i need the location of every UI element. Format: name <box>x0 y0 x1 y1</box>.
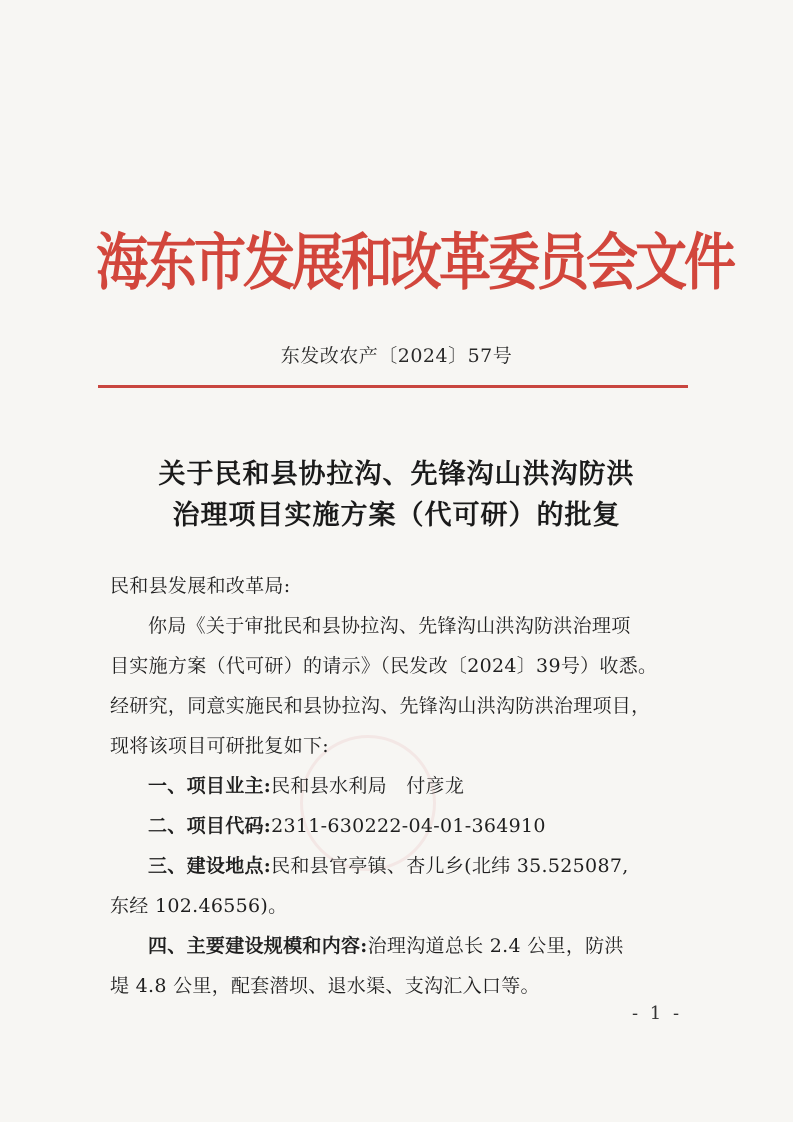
item-label: 二、项目代码: <box>148 815 272 837</box>
item-project-owner <box>110 771 695 798</box>
item-construction-site <box>110 851 695 878</box>
item-value: 治理沟道总长 2.4 公里，防洪 <box>367 935 624 957</box>
document-number: 东发改农产〔2024〕57号 <box>280 345 513 367</box>
item-project-code <box>110 811 695 838</box>
paragraph-line: 你局《关于审批民和县协拉沟、先锋沟山洪沟防洪治理项 <box>148 615 631 637</box>
item-construction-scale-cont: 堤 4.8 公里，配套潜坝、退水渠、支沟汇入口等。 <box>110 975 540 997</box>
item-value: 民和县水利局 付彦龙 <box>271 775 465 797</box>
item-label: 一、项目业主: <box>148 775 272 797</box>
item-value: 民和县官亭镇、杏儿乡(北纬 35.525087, <box>271 855 629 877</box>
page-number: - 1 - <box>632 1003 683 1024</box>
item-value: 2311-630222-04-01-364910 <box>271 815 546 837</box>
addressee: 民和县发展和改革局: <box>110 575 291 597</box>
item-construction-scale <box>110 931 695 958</box>
item-label: 三、建设地点: <box>148 855 272 877</box>
paragraph-line: 经研究，同意实施民和县协拉沟、先锋沟山洪沟防洪治理项目， <box>110 695 651 717</box>
item-label: 四、主要建设规模和内容: <box>148 935 368 957</box>
issuing-authority-header: 海东市发展和改革委员会文件 <box>96 226 734 299</box>
item-construction-site-cont: 东经 102.46556)。 <box>110 895 288 917</box>
red-separator-line <box>98 385 688 388</box>
document-title-line-2: 治理项目实施方案（代可研）的批复 <box>172 500 621 531</box>
paragraph-line: 目实施方案（代可研）的请示》（民发改〔2024〕39号）收悉。 <box>110 655 658 677</box>
paragraph-line: 现将该项目可研批复如下: <box>110 735 330 757</box>
document-title-line-1: 关于民和县协拉沟、先锋沟山洪沟防洪 <box>158 459 635 490</box>
